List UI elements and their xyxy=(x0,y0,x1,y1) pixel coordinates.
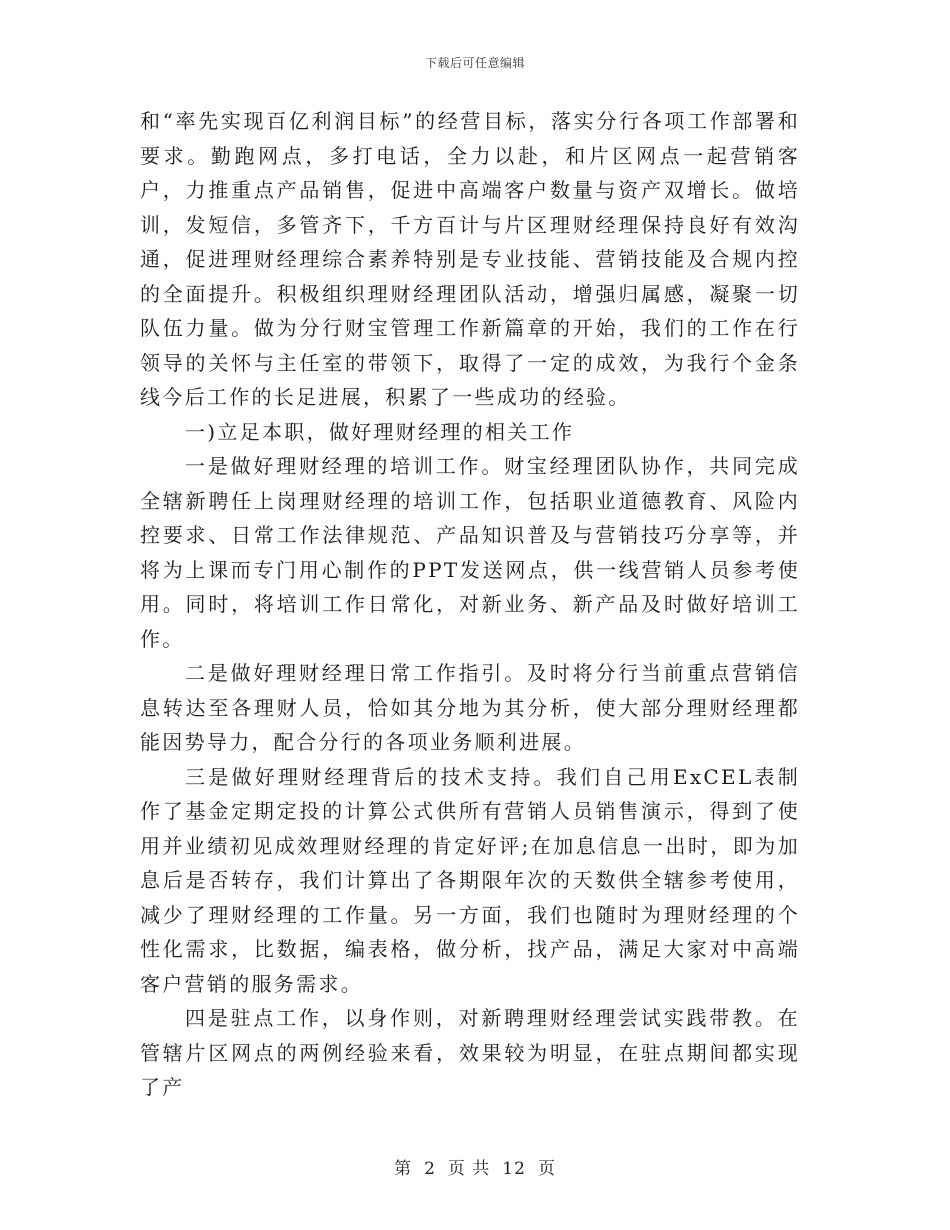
paragraph-6: 四是驻点工作，以身作则，对新聘理财经理尝试实践带教。在管辖片区网点的两例经验来看，效果较为明显，在驻点期间都实现了产 xyxy=(140,1006,800,1099)
section-heading: 一)立足本职，做好理财经理的相关工作 xyxy=(185,419,575,444)
paragraph-3: 一是做好理财经理的培训工作。财宝经理团队协作，共同完成全辖新聘任上岗理财经理的培训工作，包括职业道德教育、风险内控要求、日常工作法律规范、产品知识普及与营销技巧分享等，并将为上课而专门用心制作的PPT发送网点，供一线营销人员参考使用。同时，将培训工作日常化，对新业务、新产品及时做好培训工作。 xyxy=(140,454,800,651)
page-header: 下载后可任意编辑 xyxy=(424,56,525,70)
paragraph-5: 三是做好理财经理背后的技术支持。我们自己用ExCEL表制作了基金定期定投的计算公式供所有营销人员销售演示，得到了使用并业绩初见成效理财经理的肯定好评;在加息信息一出时，即为加息后是否转存，我们计算出了各期限年次的天数供全辖参考使用，减少了理财经理的工作量。另一方面，我们也随时为理财经理的个性化需求，比数据，编表格，做分析，找产品，满足大家对中高端客户营销的服务需求。 xyxy=(140,764,800,996)
footer-mid: 页 共 xyxy=(447,1159,491,1179)
page-footer xyxy=(0,1154,950,1179)
footer-prefix: 第 xyxy=(394,1159,413,1179)
footer-current-page: 2 xyxy=(424,1159,436,1179)
paragraph-4: 二是做好理财经理日常工作指引。及时将分行当前重点营销信息转达至各理财人员，恰如其分地为其分析，使大部分理财经理都能因势导力，配合分行的各项业务顺利进展。 xyxy=(140,661,800,754)
footer-total-pages: 12 xyxy=(502,1159,526,1179)
document-body xyxy=(140,104,800,1105)
footer-suffix: 页 xyxy=(537,1159,556,1179)
paragraph-1: 和“率先实现百亿利润目标”的经营目标，落实分行各项工作部署和要求。勤跑网点，多打电话，全力以赴，和片区网点一起营销客户，力推重点产品销售，促进中高端客户数量与资产双增长。做培训，发短信，多管齐下，千方百计与片区理财经理保持良好有效沟通，促进理财经理综合素养特别是专业技能、营销技能及合规内控的全面提升。积极组织理财经理团队活动，增强归属感，凝聚一切队伍力量。做为分行财宝管理工作新篇章的开始，我们的工作在行领导的关怀与主任室的带领下，取得了一定的成效，为我行个金条线今后工作的长足进展，积累了一些成功的经验。 xyxy=(140,109,800,409)
